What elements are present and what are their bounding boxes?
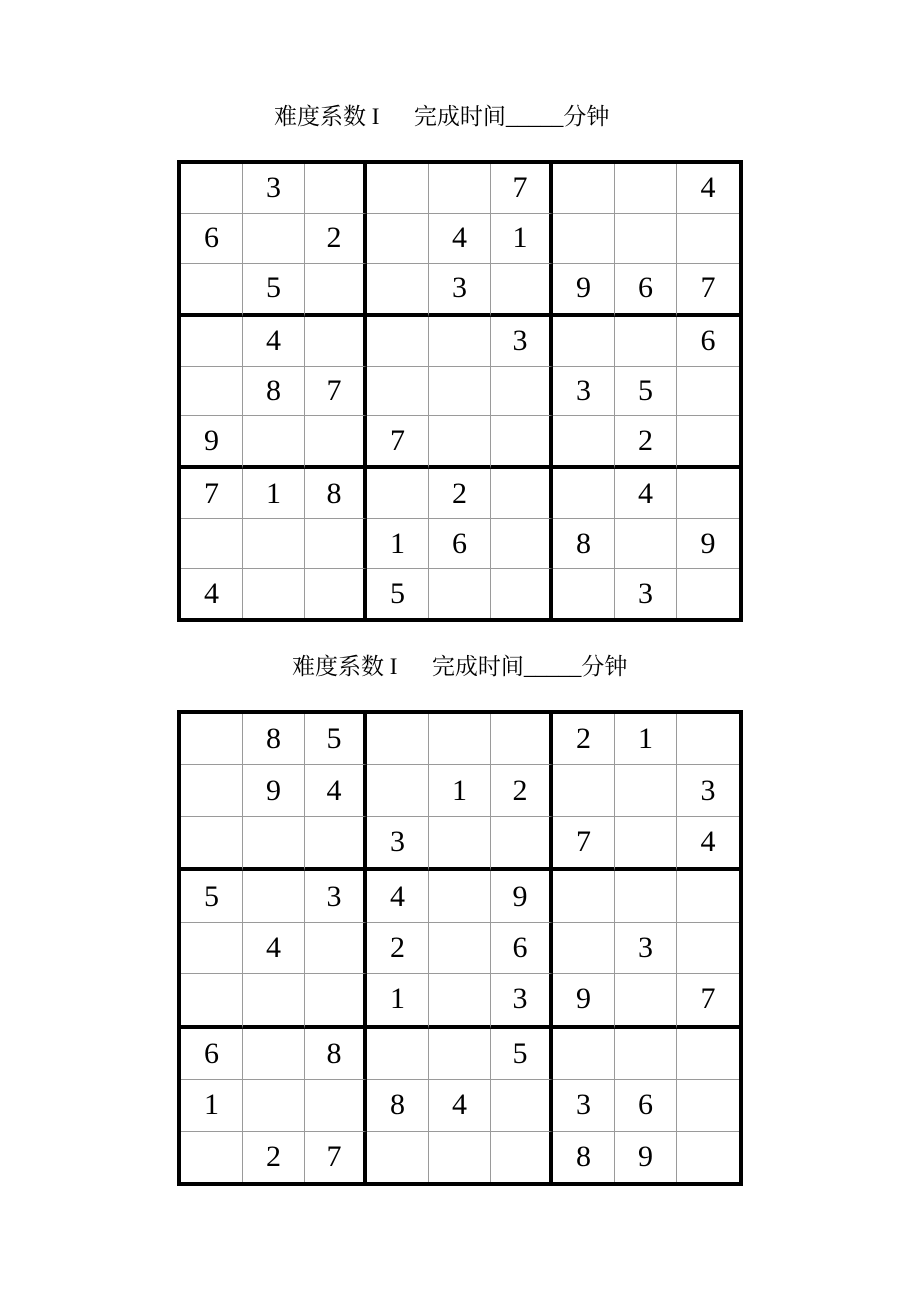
sudoku-cell[interactable]	[677, 871, 739, 922]
sudoku-cell[interactable]: 5	[305, 714, 367, 765]
sudoku-cell[interactable]	[553, 765, 615, 816]
sudoku-cell[interactable]	[429, 367, 491, 417]
sudoku-cell[interactable]: 8	[305, 1029, 367, 1080]
puzzle-2-heading: 难度系数 I 完成时间_____分钟	[292, 654, 628, 679]
sudoku-cell[interactable]: 7	[181, 469, 243, 519]
sudoku-cell[interactable]: 9	[615, 1132, 677, 1182]
sudoku-cell[interactable]	[305, 164, 367, 214]
sudoku-cell[interactable]	[677, 1029, 739, 1080]
sudoku-cell[interactable]	[367, 214, 429, 264]
sudoku-cell[interactable]: 9	[243, 765, 305, 816]
sudoku-cell[interactable]: 6	[491, 923, 553, 974]
sudoku-cell[interactable]	[181, 765, 243, 816]
sudoku-cell[interactable]	[491, 569, 553, 618]
sudoku-cell[interactable]: 9	[491, 871, 553, 922]
sudoku-cell[interactable]: 7	[553, 817, 615, 871]
sudoku-cell[interactable]: 1	[243, 469, 305, 519]
sudoku-grid-2	[177, 710, 743, 1186]
sudoku-cell[interactable]	[677, 714, 739, 765]
sudoku-cell[interactable]: 4	[243, 317, 305, 367]
sudoku-cell[interactable]: 9	[677, 519, 739, 569]
sudoku-cell[interactable]	[181, 367, 243, 417]
sudoku-cell[interactable]: 4	[367, 871, 429, 922]
sudoku-cell[interactable]: 4	[615, 469, 677, 519]
sudoku-cell[interactable]: 4	[677, 164, 739, 214]
sudoku-cell[interactable]	[677, 569, 739, 618]
sudoku-cell[interactable]: 8	[553, 519, 615, 569]
sudoku-cell[interactable]: 1	[367, 974, 429, 1028]
sudoku-cell[interactable]: 2	[553, 714, 615, 765]
sudoku-cell[interactable]: 8	[553, 1132, 615, 1182]
sudoku-cell[interactable]	[615, 974, 677, 1028]
sudoku-cell[interactable]	[181, 974, 243, 1028]
sudoku-cell[interactable]	[553, 1029, 615, 1080]
sudoku-cell[interactable]: 5	[491, 1029, 553, 1080]
sudoku-cell[interactable]	[615, 817, 677, 871]
sudoku-cell[interactable]	[615, 519, 677, 569]
sudoku-cell[interactable]	[305, 317, 367, 367]
sudoku-cell[interactable]: 6	[429, 519, 491, 569]
sudoku-cell[interactable]: 3	[491, 974, 553, 1028]
sudoku-cell[interactable]	[677, 367, 739, 417]
sudoku-cell[interactable]	[367, 469, 429, 519]
sudoku-cell[interactable]: 1	[181, 1080, 243, 1131]
sudoku-cell[interactable]	[615, 214, 677, 264]
sudoku-cell[interactable]	[491, 817, 553, 871]
sudoku-cell[interactable]: 6	[677, 317, 739, 367]
sudoku-cell[interactable]	[243, 974, 305, 1028]
sudoku-cell[interactable]	[305, 264, 367, 317]
sudoku-cell[interactable]: 9	[553, 974, 615, 1028]
sudoku-cell[interactable]	[367, 1029, 429, 1080]
sudoku-cell[interactable]	[429, 871, 491, 922]
sudoku-cell[interactable]	[305, 1080, 367, 1131]
sudoku-cell[interactable]	[615, 164, 677, 214]
sudoku-cell[interactable]	[553, 923, 615, 974]
sudoku-cell[interactable]	[491, 367, 553, 417]
sudoku-cell[interactable]	[429, 569, 491, 618]
sudoku-cell[interactable]: 6	[615, 1080, 677, 1131]
sudoku-cell[interactable]	[305, 923, 367, 974]
sudoku-cell[interactable]	[553, 416, 615, 469]
sudoku-cell[interactable]: 4	[243, 923, 305, 974]
sudoku-cell[interactable]	[243, 569, 305, 618]
sudoku-cell[interactable]: 3	[553, 367, 615, 417]
sudoku-cell[interactable]: 2	[305, 214, 367, 264]
sudoku-cell[interactable]: 6	[181, 1029, 243, 1080]
sudoku-cell[interactable]	[429, 974, 491, 1028]
sudoku-cell[interactable]	[243, 214, 305, 264]
sudoku-cell[interactable]: 2	[491, 765, 553, 816]
sudoku-cell[interactable]: 5	[367, 569, 429, 618]
sudoku-cell[interactable]: 3	[243, 164, 305, 214]
sudoku-cell[interactable]	[429, 817, 491, 871]
sudoku-cell[interactable]	[677, 416, 739, 469]
sudoku-cell[interactable]	[181, 714, 243, 765]
sudoku-cell[interactable]	[429, 164, 491, 214]
sudoku-cell[interactable]: 3	[305, 871, 367, 922]
sudoku-cell[interactable]: 1	[491, 214, 553, 264]
sudoku-cell[interactable]	[491, 714, 553, 765]
sudoku-cell[interactable]: 3	[429, 264, 491, 317]
sudoku-cell[interactable]: 4	[429, 1080, 491, 1131]
sudoku-cell[interactable]: 5	[181, 871, 243, 922]
sudoku-cell[interactable]: 6	[615, 264, 677, 317]
sudoku-cell[interactable]	[429, 1029, 491, 1080]
sudoku-cell[interactable]	[367, 264, 429, 317]
sudoku-cell[interactable]	[491, 264, 553, 317]
sudoku-cell[interactable]: 4	[305, 765, 367, 816]
sudoku-cell[interactable]	[243, 817, 305, 871]
sudoku-cell[interactable]	[615, 765, 677, 816]
sudoku-cell[interactable]	[491, 519, 553, 569]
sudoku-cell[interactable]: 8	[305, 469, 367, 519]
sudoku-cell[interactable]: 1	[429, 765, 491, 816]
sudoku-cell[interactable]	[677, 214, 739, 264]
sudoku-cell[interactable]	[243, 519, 305, 569]
sudoku-cell[interactable]	[305, 817, 367, 871]
sudoku-cell[interactable]	[553, 469, 615, 519]
puzzle-1-heading: 难度系数 I 完成时间_____分钟	[274, 104, 610, 129]
sudoku-cell[interactable]	[429, 714, 491, 765]
sudoku-cell[interactable]: 5	[243, 264, 305, 317]
sudoku-cell[interactable]	[367, 765, 429, 816]
sudoku-cell[interactable]	[305, 569, 367, 618]
sudoku-cell[interactable]	[305, 974, 367, 1028]
sudoku-cell[interactable]	[677, 1080, 739, 1131]
sudoku-cell[interactable]	[367, 1132, 429, 1182]
sudoku-cell[interactable]: 2	[429, 469, 491, 519]
sudoku-cell[interactable]	[429, 1132, 491, 1182]
sudoku-cell[interactable]: 7	[677, 974, 739, 1028]
sudoku-cell[interactable]: 3	[491, 317, 553, 367]
sudoku-cell[interactable]	[367, 367, 429, 417]
sudoku-cell[interactable]: 7	[305, 1132, 367, 1182]
sudoku-cell[interactable]: 3	[367, 817, 429, 871]
sudoku-cell[interactable]: 4	[181, 569, 243, 618]
sudoku-cell[interactable]	[181, 317, 243, 367]
sudoku-cell[interactable]	[181, 1132, 243, 1182]
sudoku-cell[interactable]	[553, 871, 615, 922]
sudoku-cell[interactable]: 2	[367, 923, 429, 974]
sudoku-cell[interactable]	[367, 164, 429, 214]
sudoku-cell[interactable]	[305, 416, 367, 469]
sudoku-cell[interactable]	[243, 871, 305, 922]
sudoku-cell[interactable]	[677, 923, 739, 974]
sudoku-cell[interactable]	[491, 469, 553, 519]
sudoku-cell[interactable]	[243, 1029, 305, 1080]
sudoku-cell[interactable]: 7	[367, 416, 429, 469]
sudoku-cell[interactable]: 3	[677, 765, 739, 816]
sudoku-cell[interactable]	[367, 714, 429, 765]
sudoku-cell[interactable]	[181, 923, 243, 974]
sudoku-cell[interactable]	[243, 1080, 305, 1131]
sudoku-cell[interactable]	[677, 469, 739, 519]
sudoku-cell[interactable]: 3	[553, 1080, 615, 1131]
sudoku-cell[interactable]: 3	[615, 569, 677, 618]
sudoku-cell[interactable]: 1	[367, 519, 429, 569]
sudoku-grid-1	[177, 160, 743, 622]
sudoku-cell[interactable]: 7	[677, 264, 739, 317]
sudoku-cell[interactable]	[677, 1132, 739, 1182]
sudoku-cell[interactable]: 4	[677, 817, 739, 871]
sudoku-cell[interactable]: 5	[615, 367, 677, 417]
sudoku-cell[interactable]	[615, 871, 677, 922]
sudoku-cell[interactable]: 8	[243, 714, 305, 765]
sudoku-cell[interactable]: 1	[615, 714, 677, 765]
sudoku-cell[interactable]: 8	[367, 1080, 429, 1131]
sudoku-cell[interactable]: 8	[243, 367, 305, 417]
sudoku-cell[interactable]	[181, 164, 243, 214]
sudoku-cell[interactable]	[181, 264, 243, 317]
sudoku-cell[interactable]	[491, 1080, 553, 1131]
sudoku-cell[interactable]	[429, 416, 491, 469]
sudoku-cell[interactable]	[491, 1132, 553, 1182]
sudoku-cell[interactable]	[181, 817, 243, 871]
sudoku-cell[interactable]: 2	[243, 1132, 305, 1182]
sudoku-cell[interactable]: 3	[615, 923, 677, 974]
sudoku-cell[interactable]: 9	[553, 264, 615, 317]
sudoku-cell[interactable]: 6	[181, 214, 243, 264]
sudoku-cell[interactable]	[553, 317, 615, 367]
sudoku-cell[interactable]: 4	[429, 214, 491, 264]
sudoku-cell[interactable]	[615, 1029, 677, 1080]
sudoku-cell[interactable]	[243, 416, 305, 469]
sudoku-cell[interactable]	[615, 317, 677, 367]
sudoku-cell[interactable]	[553, 214, 615, 264]
sudoku-cell[interactable]: 9	[181, 416, 243, 469]
sudoku-cell[interactable]	[181, 519, 243, 569]
sudoku-cell[interactable]	[553, 569, 615, 618]
sudoku-cell[interactable]	[367, 317, 429, 367]
sudoku-cell[interactable]	[429, 317, 491, 367]
sudoku-cell[interactable]	[491, 416, 553, 469]
sudoku-cell[interactable]	[429, 923, 491, 974]
sudoku-cell[interactable]	[305, 519, 367, 569]
sudoku-cell[interactable]	[553, 164, 615, 214]
sudoku-cell[interactable]: 7	[491, 164, 553, 214]
sudoku-cell[interactable]: 2	[615, 416, 677, 469]
sudoku-cell[interactable]: 7	[305, 367, 367, 417]
